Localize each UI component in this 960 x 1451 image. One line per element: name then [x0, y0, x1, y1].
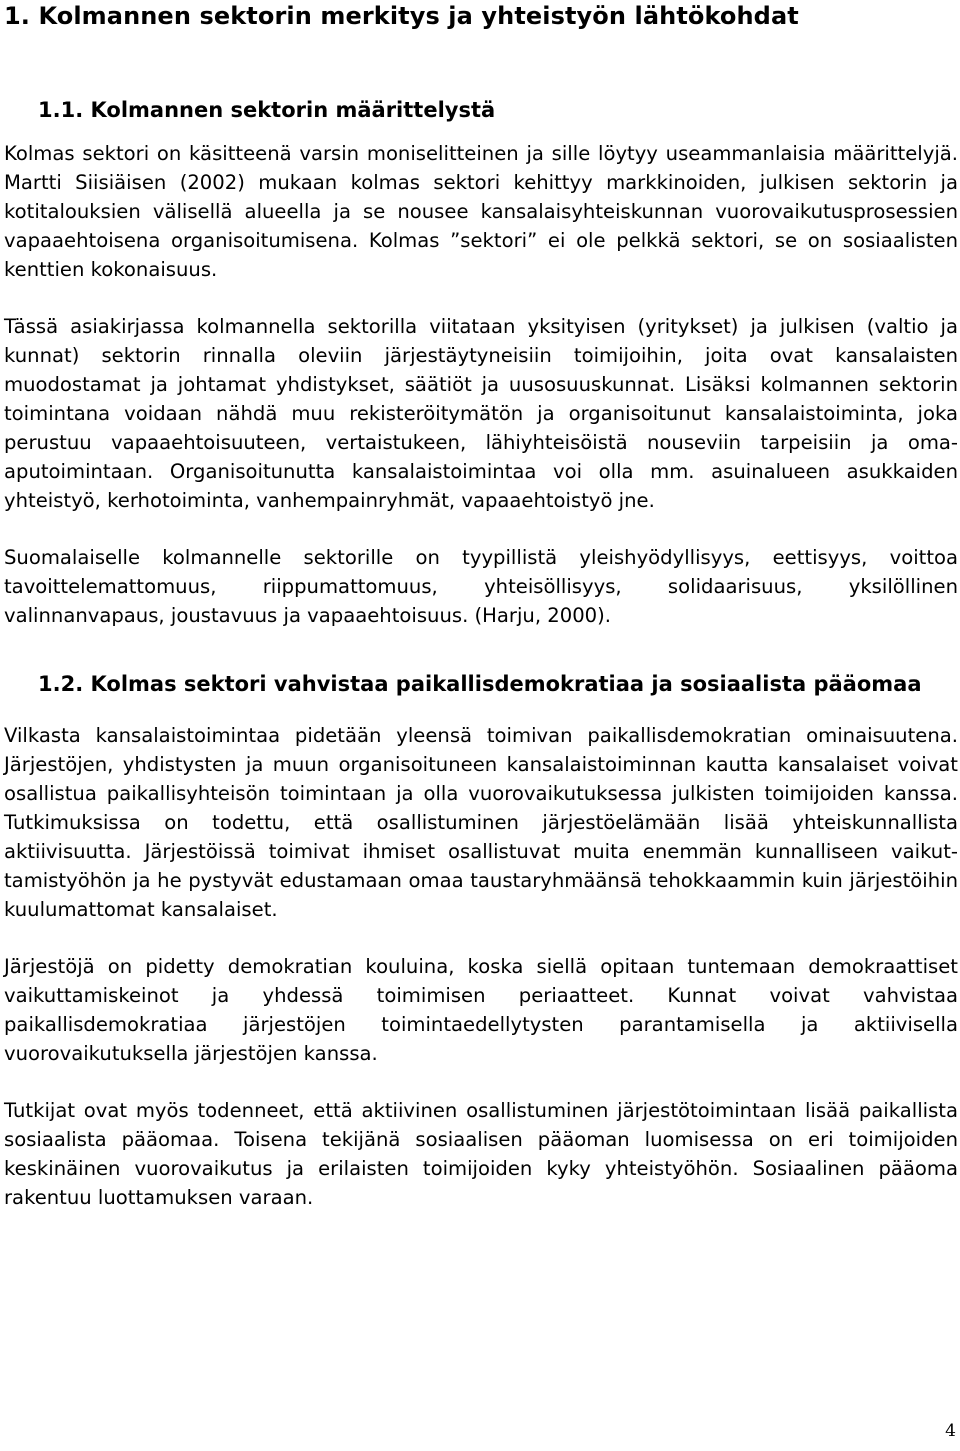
paragraph-schools-of-democracy: Järjestöjä on pidetty demokratian kouluina, koska siellä opitaan tuntemaan demokraattiset vaikuttamiskeinot ja yhdessä toimimisen periaatteet. Kunnat voivat vahvistaa paikallisdemokratiaa järjestöjen toimintaedellytysten parantamisella ja aktiivisella vuorovaikutuksella järjestöjen kanssa.: [4, 955, 958, 1065]
paragraph-social-capital: Tutkijat ovat myös todenneet, että aktiivinen osallistuminen järjestötoimintaan lisää paikallista sosiaalista pääomaa. Toisena tekijänä sosiaalisen pääoman luomisessa on eri toimijoiden keskinäinen vuorovaikutus ja erilaisten toimijoiden kyky yhteistyöhön. Sosiaalinen pääoma rakentuu luottamuksen varaan.: [4, 1099, 958, 1209]
document-body: [4, 0, 958, 1212]
paragraph-document-scope: Tässä asiakirjassa kolmannella sektorilla viitataan yksityisen (yritykset) ja julkisen (valtio ja kunnat) sektorin rinnalla oleviin järjestäytyneisiin toimijoihin, joita ovat kansalaisten muodostamat ja johtamat yhdistykset, säätiöt ja uusosuuskunnat. Lisäksi kolmannen sektorin toimintana voidaan nähdä muu rekisteröitymätön ja organisoitunut kansalaistoiminta, joka perustuu vapaaehtoisuuteen, vertaistukeen, lähiyhteisöistä nouseviin tarpeisiin ja omaaputoimintaan. Organisoitunutta kansalaistoimintaa voi olla mm. asuinalueen asukkaiden yhteistyö, kerhotoiminta, vanhempainryhmät, vapaaehtoistyö jne.: [4, 315, 958, 512]
chapter-heading: 1. Kolmannen sektorin merkitys ja yhteistyön lähtökohdat: [4, 2, 799, 30]
paragraph-finnish-characteristics: Suomalaiselle kolmannelle sektorille on tyypillistä yleishyödyllisyys, eettisyys, voittoa tavoittelemattomuus, riippumattomuus, yhteisöllisyys, solidaarisuus, yksilöllinen valinnanvapaus, joustavuus ja vapaaehtoisuus. (Harju, 2000).: [4, 546, 958, 627]
page-number: 4: [945, 1421, 956, 1441]
section-heading-1-1: 1.1. Kolmannen sektorin määrittelystä: [38, 98, 496, 122]
paragraph-local-democracy: Vilkasta kansalaistoimintaa pidetään yleensä toimivan paikallisdemokratian ominaisuutena. Järjestöjen, yhdistysten ja muun organisoituneen kansalaistoiminnan kautta kansalaiset voivat osallistua paikallisyhteisön toimintaan ja olla vuorovaikutuksessa julkisten toimijoiden kanssa. Tutkimuksissa on todettu, että osallistuminen järjestöelämään lisää yhteiskunnallista aktiivisuutta. Järjestöissä toimivat ihmiset osallistuvat muita enemmän kunnalliseen vaikuttamistyöhön ja he pystyvät edustamaan omaa taustaryhmäänsä tehokkaammin kuin järjestöihin kuulumattomat kansalaiset.: [4, 724, 958, 921]
paragraph-definition: Kolmas sektori on käsitteenä varsin moniselitteinen ja sille löytyy useammanlaisia määrittelyjä. Martti Siisiäisen (2002) mukaan kolmas sektori kehittyy markkinoiden, julkisen sektorin ja kotitalouksien välisellä alueella ja se nousee kansalaisyhteiskunnan vuorovaikutusprosessien vapaaehtoisena organisoitumisena. Kolmas ”sektori” ei ole pelkkä sektori, se on sosiaalisten kenttien kokonaisuus.: [4, 142, 958, 281]
section-heading-1-2: 1.2. Kolmas sektori vahvistaa paikallisdemokratiaa ja sosiaalista pääomaa: [38, 672, 922, 696]
